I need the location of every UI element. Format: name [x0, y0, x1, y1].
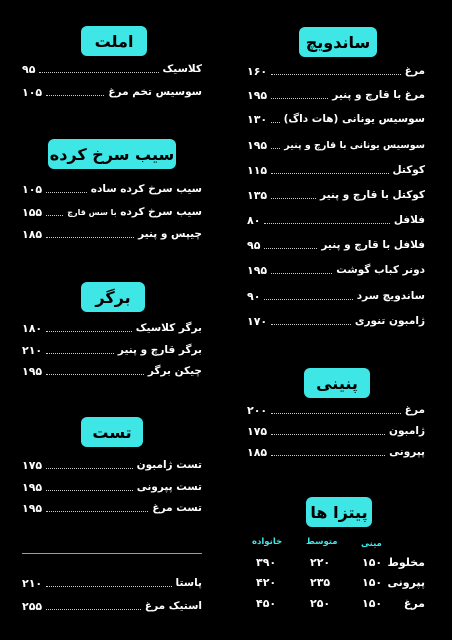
panini-title: پنینی [304, 368, 370, 398]
toast-item [22, 478, 202, 496]
item-name: پپرونی [389, 446, 425, 458]
item-name: پاستا [175, 577, 202, 589]
sandwich-item [247, 287, 425, 305]
toast-item [22, 456, 202, 474]
leader-dots [271, 434, 385, 435]
leader-dots [271, 74, 401, 75]
item-name: سوسیس تخم مرغ [108, 86, 202, 98]
burger-title: برگر [81, 282, 145, 312]
item-name: کلاسیک [162, 63, 202, 75]
item-price: ۸۰ [247, 213, 261, 227]
leader-dots [46, 609, 141, 610]
pizza-price-family: ۳۹۰ [256, 556, 277, 569]
sandwich-title: ساندویچ [299, 27, 377, 57]
pizza-price-mini: ۱۵۰ [362, 597, 383, 610]
item-name: سوسیس یونانی (هات داگ) [283, 113, 425, 125]
fries-item [22, 180, 202, 198]
item-name: تست مرغ [152, 502, 202, 514]
item-name: استیک مرغ [144, 600, 202, 612]
leader-dots [46, 586, 171, 587]
item-name-suffix: با سس قارچ [67, 208, 117, 217]
item-price: ۲۵۵ [22, 599, 43, 613]
item-name: دونر کباب گوشت [336, 264, 425, 276]
item-name: سیب سرخ کرده ساده [90, 183, 202, 195]
leader-dots [264, 299, 352, 300]
item-price: ۲۱۰ [22, 576, 43, 590]
item-price: ۱۶۰ [247, 64, 268, 78]
item-price: ۱۹۵ [22, 364, 43, 378]
item-name: ساندویچ سرد [356, 290, 425, 302]
leader-dots [271, 122, 279, 123]
sandwich-item [247, 110, 425, 128]
item-price: ۱۹۵ [247, 88, 268, 102]
item-price: ۱۹۵ [22, 501, 43, 515]
item-price: ۱۹۵ [22, 480, 43, 494]
item-price: ۱۳۰ [247, 112, 268, 126]
leader-dots [46, 468, 132, 469]
toast-title: تست [81, 417, 143, 447]
item-name [67, 206, 202, 218]
sandwich-item [247, 86, 425, 104]
fries-item [22, 225, 202, 243]
item-name: کوکتل با قارچ و پنیر [320, 189, 425, 201]
leader-dots [271, 198, 316, 199]
toast-item [22, 499, 202, 517]
leader-dots [271, 173, 388, 174]
other-item [22, 597, 202, 615]
leader-dots [39, 72, 158, 73]
pizza-header-mini: مینی [361, 539, 382, 549]
item-name: چیکن برگر [147, 365, 202, 377]
leader-dots [46, 331, 132, 332]
burger-item [22, 319, 202, 337]
item-price: ۱۷۰ [247, 314, 268, 328]
panini-item [247, 443, 425, 461]
pizza-header-medium: متوسط [306, 537, 338, 547]
item-name: مرغ با قارچ و پنیر [332, 89, 425, 101]
item-name: ژامبون تنوری [354, 315, 425, 327]
sandwich-item [247, 261, 425, 279]
leader-dots [264, 248, 317, 249]
pizza-row-name: مرغ [403, 597, 425, 610]
leader-dots [46, 95, 104, 96]
item-price: ۹۵ [22, 62, 36, 76]
pizza-row-name: مخلوط [387, 556, 425, 569]
burger-item [22, 341, 202, 359]
item-price: ۱۵۵ [22, 205, 43, 219]
item-price: ۱۷۵ [247, 424, 268, 438]
leader-dots [46, 215, 63, 216]
item-price: ۱۷۵ [22, 458, 43, 472]
omelette-item [22, 83, 202, 101]
item-name: کوکتل [392, 164, 425, 176]
item-name: تست ژامبون [136, 459, 202, 471]
item-name: برگر قارچ و پنیر [117, 344, 202, 356]
leader-dots [271, 413, 401, 414]
item-price: ۱۸۵ [247, 445, 268, 459]
item-price: ۱۹۵ [247, 263, 268, 277]
leader-dots [271, 98, 328, 99]
item-price: ۱۸۰ [22, 321, 43, 335]
item-price: ۹۰ [247, 289, 261, 303]
item-price: ۱۰۵ [22, 85, 43, 99]
item-price: ۱۰۵ [22, 182, 43, 196]
panini-item [247, 401, 425, 419]
sandwich-item [247, 62, 425, 80]
section-divider [22, 553, 202, 554]
sandwich-item [247, 236, 425, 254]
pizza-price-family: ۴۵۰ [256, 597, 277, 610]
leader-dots [271, 455, 385, 456]
item-name: سوسیس یونانی با قارچ و پنیر [284, 139, 425, 151]
sandwich-item [247, 211, 425, 229]
item-name: برگر کلاسیک [135, 322, 202, 334]
pizza-price-mini: ۱۵۰ [362, 556, 383, 569]
item-name: مرغ [404, 65, 425, 77]
sandwich-item [247, 136, 425, 154]
leader-dots [46, 374, 144, 375]
pizza-title: پیتزا ها [306, 497, 372, 527]
pizza-price-medium: ۲۲۰ [310, 556, 331, 569]
item-name: ژامبون [389, 425, 425, 437]
item-price: ۱۹۵ [247, 138, 268, 152]
item-name: فلافل با قارچ و پنیر [321, 239, 425, 251]
pizza-header-family: خانواده [252, 537, 283, 547]
leader-dots [46, 237, 134, 238]
item-price: ۱۸۵ [22, 227, 43, 241]
other-item [22, 574, 202, 592]
sandwich-item [247, 186, 425, 204]
omelette-title: املت [81, 26, 147, 56]
leader-dots [271, 324, 351, 325]
item-name: فلافل [393, 214, 425, 226]
sandwich-item [247, 312, 425, 330]
item-price: ۲۰۰ [247, 403, 268, 417]
pizza-price-medium: ۲۵۰ [310, 597, 331, 610]
leader-dots [271, 148, 280, 149]
item-price: ۱۱۵ [247, 163, 268, 177]
leader-dots [271, 273, 332, 274]
pizza-price-mini: ۱۵۰ [362, 576, 383, 589]
leader-dots [46, 490, 133, 491]
leader-dots [46, 511, 148, 512]
pizza-row-name: پپرونی [387, 576, 425, 589]
item-name: تست پپرونی [136, 481, 202, 493]
omelette-item [22, 60, 202, 78]
leader-dots [46, 192, 87, 193]
panini-item [247, 422, 425, 440]
item-price: ۹۵ [247, 238, 261, 252]
item-name: مرغ [404, 404, 425, 416]
leader-dots [264, 223, 389, 224]
sandwich-item [247, 161, 425, 179]
fries-title: سیب سرخ کرده [48, 139, 176, 169]
fries-item [22, 203, 202, 221]
item-name: چیپس و پنیر [138, 228, 202, 240]
item-price: ۱۳۵ [247, 188, 268, 202]
pizza-price-medium: ۲۳۵ [310, 576, 331, 589]
leader-dots [46, 353, 114, 354]
item-price: ۲۱۰ [22, 343, 43, 357]
burger-item [22, 362, 202, 380]
item-name-main: سیب سرخ کرده [120, 206, 202, 218]
pizza-price-family: ۴۲۰ [256, 576, 277, 589]
